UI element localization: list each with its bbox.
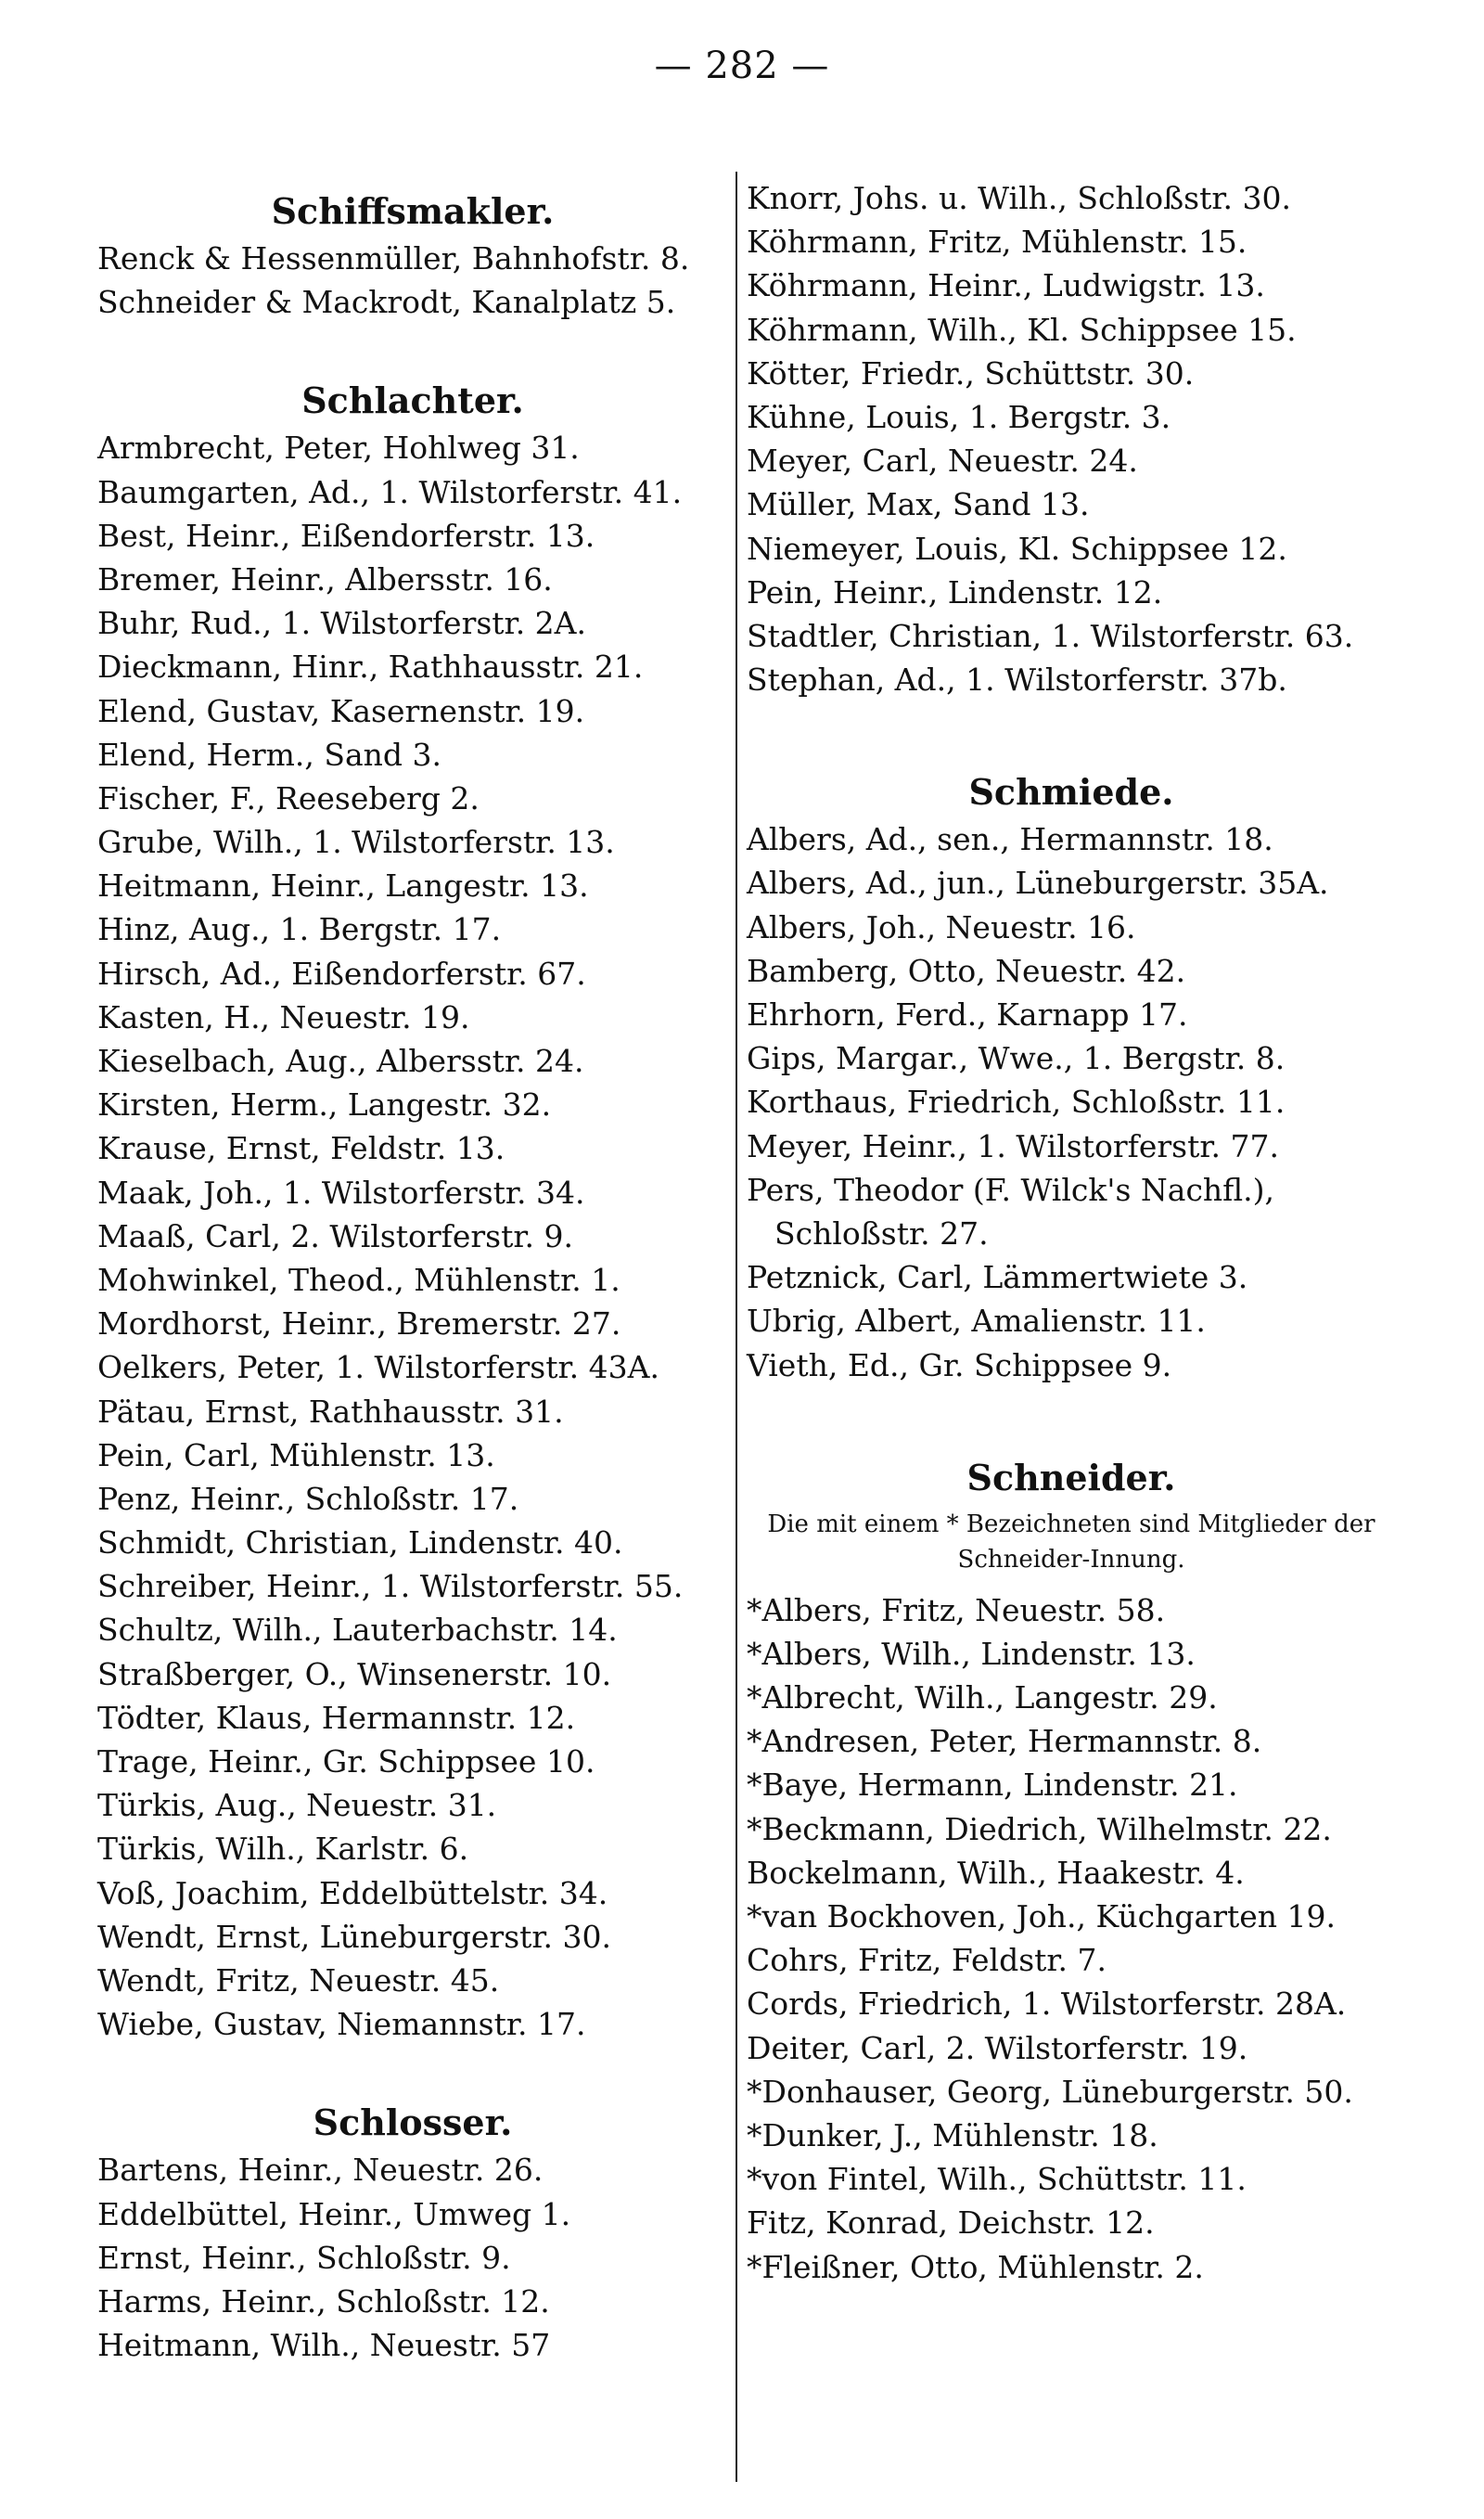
list-item: Stadtler, Christian, 1. Wilstorferstr. 63. <box>747 617 1354 654</box>
section-heading-schneider: Schneider. <box>966 1456 1176 1498</box>
list-item: Gips, Margar., Wwe., 1. Bergstr. 8. <box>747 1040 1286 1077</box>
list-item: Schneider & Mackrodt, Kanalplatz 5. <box>97 284 676 321</box>
list-item: Elend, Herm., Sand 3. <box>97 736 442 773</box>
list-item: Cohrs, Fritz, Feldstr. 7. <box>747 1942 1107 1979</box>
list-item: Petznick, Carl, Lämmertwiete 3. <box>747 1259 1248 1296</box>
list-item: Maaß, Carl, 2. Wilstorferstr. 9. <box>97 1217 573 1254</box>
list-item: Ernst, Heinr., Schloßstr. 9. <box>97 2239 511 2276</box>
list-item: Köhrmann, Wilh., Kl. Schippsee 15. <box>747 311 1297 348</box>
list-item: Kühne, Louis, 1. Bergstr. 3. <box>747 398 1171 435</box>
list-item: Kötter, Friedr., Schüttstr. 30. <box>747 354 1195 392</box>
list-item: Trage, Heinr., Gr. Schippsee 10. <box>97 1743 595 1780</box>
list-item: Penz, Heinr., Schloßstr. 17. <box>97 1480 519 1517</box>
list-item: Wendt, Fritz, Neuestr. 45. <box>97 1961 500 1998</box>
list-item: Köhrmann, Heinr., Ludwigstr. 13. <box>747 267 1265 304</box>
list-item: Schloßstr. 27. <box>774 1215 989 1252</box>
list-item: Fischer, F., Reeseberg 2. <box>97 779 480 816</box>
list-schmiede <box>747 817 1396 1386</box>
list-item: Albers, Ad., jun., Lüneburgerstr. 35A. <box>747 865 1329 902</box>
list-item: Maak, Joh., 1. Wilstorferstr. 34. <box>97 1174 585 1211</box>
list-item: Heitmann, Wilh., Neuestr. 57 <box>97 2327 551 2364</box>
list-item: Kirsten, Herm., Langestr. 32. <box>97 1086 552 1124</box>
list-item: Ubrig, Albert, Amalienstr. 11. <box>747 1303 1206 1340</box>
list-item: Tödter, Klaus, Hermannstr. 12. <box>97 1699 576 1736</box>
list-item: Türkis, Wilh., Karlstr. 6. <box>97 1831 469 1868</box>
list-schneider <box>747 1588 1396 2289</box>
list-item: Dieckmann, Hinr., Rathhausstr. 21. <box>97 649 644 686</box>
list-item: Hinz, Aug., 1. Bergstr. 17. <box>97 911 502 948</box>
list-item: Oelkers, Peter, 1. Wilstorferstr. 43A. <box>97 1349 659 1386</box>
list-item: Türkis, Aug., Neuestr. 31. <box>97 1787 497 1824</box>
list-item: Pers, Theodor (F. Wilck's Nachfl.), <box>747 1171 1275 1208</box>
list-item: Kasten, H., Neuestr. 19. <box>97 998 470 1035</box>
list-item: Bamberg, Otto, Neuestr. 42. <box>747 952 1186 989</box>
list-item: Mordhorst, Heinr., Bremerstr. 27. <box>97 1305 621 1343</box>
left-column <box>97 176 728 2367</box>
list-item: *Beckmann, Diedrich, Wilhelmstr. 22. <box>747 1810 1332 1847</box>
list-item: Stephan, Ad., 1. Wilstorferstr. 37b. <box>747 662 1287 699</box>
section-heading-schmiede: Schmiede. <box>968 771 1174 814</box>
list-schlachter <box>97 426 728 2046</box>
list-item: *Donhauser, Georg, Lüneburgerstr. 50. <box>747 2073 1353 2110</box>
list-item: Bremer, Heinr., Albersstr. 16. <box>97 560 553 598</box>
list-item: Meyer, Heinr., 1. Wilstorferstr. 77. <box>747 1127 1279 1164</box>
list-item: Albers, Ad., sen., Hermannstr. 18. <box>747 821 1273 858</box>
list-item: *Albrecht, Wilh., Langestr. 29. <box>747 1679 1218 1716</box>
list-item: Renck & Hessenmüller, Bahnhofstr. 8. <box>97 240 690 276</box>
list-schlachter-continued <box>747 176 1396 701</box>
list-item: *von Fintel, Wilh., Schüttstr. 11. <box>747 2161 1247 2198</box>
list-item: Mohwinkel, Theod., Mühlenstr. 1. <box>97 1261 620 1298</box>
list-item: Pätau, Ernst, Rathhausstr. 31. <box>97 1393 564 1430</box>
list-item: Bartens, Heinr., Neuestr. 26. <box>97 2152 544 2189</box>
list-item: *Baye, Hermann, Lindenstr. 21. <box>747 1767 1238 1804</box>
list-item: Baumgarten, Ad., 1. Wilstorferstr. 41. <box>97 473 683 510</box>
list-item: Ehrhorn, Ferd., Karnapp 17. <box>747 996 1188 1033</box>
list-item: Schmidt, Christian, Lindenstr. 40. <box>97 1524 623 1562</box>
list-item: Wendt, Ernst, Lüneburgerstr. 30. <box>97 1918 612 1955</box>
list-item: Armbrecht, Peter, Hohlweg 31. <box>97 430 580 467</box>
list-item: Bockelmann, Wilh., Haakestr. 4. <box>747 1854 1245 1891</box>
list-item: Pein, Carl, Mühlenstr. 13. <box>97 1436 495 1473</box>
list-item: Grube, Wilh., 1. Wilstorferstr. 13. <box>97 824 615 861</box>
list-item: *van Bockhoven, Joh., Küchgarten 19. <box>747 1898 1337 1934</box>
list-item: *Albers, Fritz, Neuestr. 58. <box>747 1591 1166 1628</box>
list-item: Vieth, Ed., Gr. Schippsee 9. <box>747 1346 1172 1383</box>
right-column <box>747 176 1396 2289</box>
list-item: Harms, Heinr., Schloßstr. 12. <box>97 2282 550 2320</box>
list-item: Schreiber, Heinr., 1. Wilstorferstr. 55. <box>97 1568 684 1605</box>
list-item: Niemeyer, Louis, Kl. Schippsee 12. <box>747 530 1287 567</box>
list-item: Elend, Gustav, Kasernenstr. 19. <box>97 692 585 729</box>
list-item: *Fleißner, Otto, Mühlenstr. 2. <box>747 2248 1204 2285</box>
list-item: Pein, Heinr., Lindenstr. 12. <box>747 573 1163 610</box>
list-item: Best, Heinr., Eißendorferstr. 13. <box>97 517 595 554</box>
list-item: Heitmann, Heinr., Langestr. 13. <box>97 868 589 905</box>
list-item: Schultz, Wilh., Lauterbachstr. 14. <box>97 1612 618 1649</box>
innung-note: Die mit einem * Bezeichneten sind Mitglieder der Schneider-Innung. <box>767 1510 1375 1574</box>
page-number: — 282 — <box>654 45 830 87</box>
list-item: Straßberger, O., Winsenerstr. 10. <box>97 1655 612 1692</box>
list-item: Köhrmann, Fritz, Mühlenstr. 15. <box>747 224 1247 261</box>
list-item: Albers, Joh., Neuestr. 16. <box>747 908 1136 945</box>
section-heading-schlachter: Schlachter. <box>301 379 524 422</box>
list-item: Meyer, Carl, Neuestr. 24. <box>747 443 1138 480</box>
list-schiffsmakler <box>97 237 728 324</box>
column-divider <box>736 172 737 2482</box>
section-heading-schiffsmakler: Schiffsmakler. <box>271 190 555 232</box>
list-item: Deiter, Carl, 2. Wilstorferstr. 19. <box>747 2029 1248 2066</box>
list-item: Fitz, Konrad, Deichstr. 12. <box>747 2204 1155 2242</box>
list-item: Buhr, Rud., 1. Wilstorferstr. 2A. <box>97 605 587 642</box>
list-item: Hirsch, Ad., Eißendorferstr. 67. <box>97 955 586 992</box>
list-item: Knorr, Johs. u. Wilh., Schloßstr. 30. <box>747 180 1291 216</box>
list-item: Voß, Joachim, Eddelbüttelstr. 34. <box>97 1874 608 1911</box>
list-item: Müller, Max, Sand 13. <box>747 486 1090 523</box>
list-schlosser <box>97 2148 728 2367</box>
list-item: *Dunker, J., Mühlenstr. 18. <box>747 2116 1158 2153</box>
list-item: *Albers, Wilh., Lindenstr. 13. <box>747 1635 1196 1672</box>
list-item: Krause, Ernst, Feldstr. 13. <box>97 1130 505 1167</box>
list-item: Kieselbach, Aug., Albersstr. 24. <box>97 1043 584 1079</box>
section-heading-schlosser: Schlosser. <box>313 2101 513 2144</box>
list-item: Korthaus, Friedrich, Schloßstr. 11. <box>747 1084 1286 1121</box>
list-item: Eddelbüttel, Heinr., Umweg 1. <box>97 2195 571 2232</box>
list-item: Cords, Friedrich, 1. Wilstorferstr. 28A. <box>747 1986 1347 2023</box>
list-item: Wiebe, Gustav, Niemannstr. 17. <box>97 2006 586 2043</box>
list-item: *Andresen, Peter, Hermannstr. 8. <box>747 1723 1262 1760</box>
